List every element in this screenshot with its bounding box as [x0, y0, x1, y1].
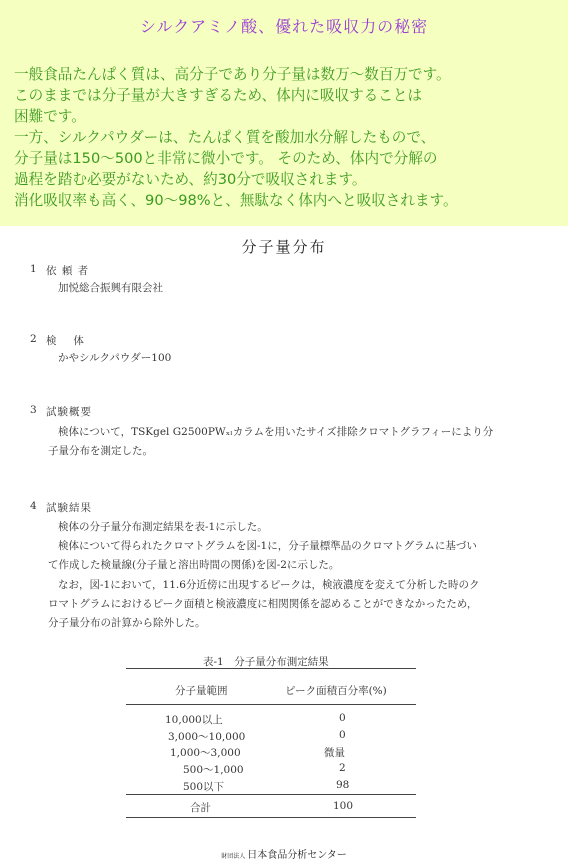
- section-2-heading: 検 体: [46, 335, 85, 347]
- result-line: 検体の分子量分布測定結果を表-1に示した。: [58, 521, 268, 533]
- sample-name: かやシルクパウダー100: [58, 352, 172, 364]
- result-line: 検体について得られたクロマトグラムを図-1に，分子量標準品のクロマトグラムに基づい: [58, 540, 477, 552]
- table-total-value: 100: [333, 800, 354, 812]
- issuer-footer: [0, 846, 568, 861]
- banner-line: 分子量は150〜500と非常に微小です。 そのため、体内で分解の: [14, 150, 438, 167]
- table-cell-percent: 2: [339, 762, 346, 774]
- table-cell-percent: 0: [339, 729, 346, 741]
- banner-line: 一方、シルクパウダーは、たんぱく質を酸加水分解したもので、: [14, 129, 436, 146]
- table-cell-range: 3,000〜10,000: [168, 731, 246, 743]
- overview-line: 子量分布を測定した。: [48, 445, 153, 457]
- overview-line: 検体について，TSKgel G2500PWₓₗカラムを用いたサイズ排除クロマトグラフィーにより分: [58, 426, 494, 438]
- issuer-name: 日本食品分析センター: [247, 850, 347, 861]
- table-header-range: 分子量範囲: [175, 685, 228, 697]
- banner-title: シルクアミノ酸、優れた吸収力の秘密: [139, 17, 429, 36]
- section-3-number: 3: [30, 404, 37, 416]
- table-cell-range: 1,000〜3,000: [170, 747, 241, 759]
- table-cell-percent: 0: [339, 712, 346, 724]
- document-title: 分子量分布: [241, 238, 327, 256]
- banner-line: 困難です。: [14, 108, 86, 125]
- table-cell-percent: 98: [336, 779, 350, 791]
- banner-line: 過程を踏む必要がないため、約30分で吸収されます。: [14, 171, 367, 188]
- section-2-number: 2: [30, 333, 37, 345]
- section-1-heading: 依 頼 者: [46, 265, 90, 277]
- table-caption: 表-1 分子量分布測定結果: [203, 656, 329, 668]
- section-1-number: 1: [30, 263, 37, 275]
- table-top-rule: [126, 668, 416, 669]
- result-line: て作成した検量線(分子量と溶出時間の関係)を図-2に示した。: [48, 559, 340, 571]
- banner-line: 一般食品たんぱく質は、高分子であり分子量は数万〜数百万です。: [14, 66, 451, 83]
- table-cell-percent: 微量: [324, 747, 345, 759]
- table-total-rule: [126, 794, 416, 795]
- table-cell-range: 10,000以上: [165, 714, 223, 726]
- table-bottom-rule: [126, 817, 416, 818]
- result-line: なお，図-1において，11.6分近傍に出現するピークは，検液濃度を変えて分析した時のク: [58, 579, 480, 591]
- table-cell-range: 500〜1,000: [183, 764, 244, 776]
- section-4-number: 4: [30, 500, 37, 512]
- table-header-percent: ピーク面積百分率(%): [285, 685, 387, 697]
- table-cell-range: 500以下: [183, 781, 225, 793]
- section-3-heading: 試験概要: [46, 406, 92, 418]
- client-name: 加悦総合振興有限会社: [58, 282, 163, 294]
- result-line: 分子量分布の計算から除外した。: [48, 617, 206, 629]
- promo-banner: [0, 0, 568, 226]
- banner-line: 消化吸収率も高く、90〜98%と、無駄なく体内へと吸収されます。: [14, 192, 458, 209]
- table-header-rule: [126, 704, 416, 705]
- banner-line: このままでは分子量が大きすぎるため、体内に吸収することは: [14, 87, 423, 104]
- section-4-heading: 試験結果: [46, 502, 92, 514]
- issuer-prefix: 財団法人: [221, 853, 246, 860]
- result-line: ロマトグラムにおけるピーク面積と検液濃度に相関関係を認めることができなかったため，: [48, 598, 478, 610]
- table-total-label: 合計: [190, 802, 211, 814]
